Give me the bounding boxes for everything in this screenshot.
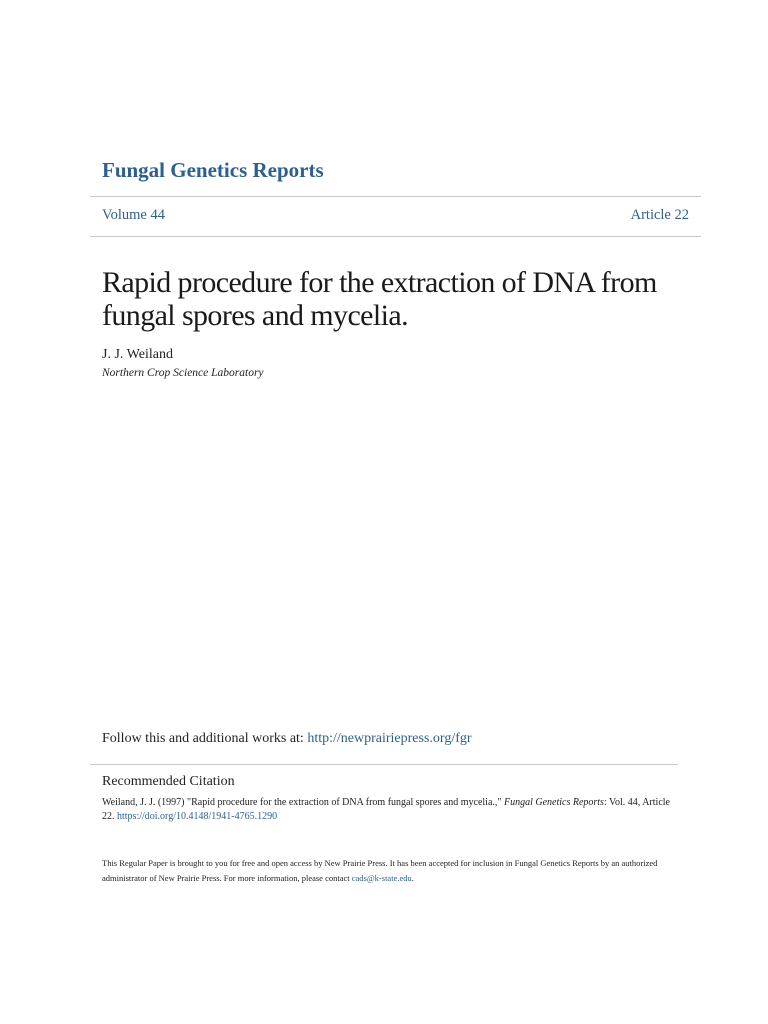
paper-title: Rapid procedure for the extraction of DNA from fungal spores and mycelia. — [102, 266, 657, 332]
header-divider-bottom — [90, 236, 701, 237]
citation-divider — [90, 764, 678, 765]
citation-heading: Recommended Citation — [102, 774, 235, 789]
access-notice-end: . — [411, 873, 414, 883]
author-affiliation: Northern Crop Science Laboratory — [102, 367, 264, 379]
follow-line — [102, 731, 472, 747]
access-notice — [102, 856, 682, 886]
article-link[interactable]: Article 22 — [630, 207, 689, 223]
contact-email-link[interactable]: cads@k-state.edu — [351, 873, 412, 883]
citation-text-before: Weiland, J. J. (1997) "Rapid procedure for the extraction of DNA from fungal spores and mycelia.," — [102, 797, 504, 808]
access-notice-text: This Regular Paper is brought to you for free and open access by New Prairie Press. It has been accepted for inclusion in Fungal Genetics Reports by an authorized administrator of New Prairie Press. For more information, please contact — [102, 858, 658, 883]
citation-text-after: : Vol. 44, Article 22. — [102, 797, 670, 822]
doi-link[interactable]: https://doi.org/10.4148/1941-4765.1290 — [117, 811, 278, 822]
author-name: J. J. Weiland — [102, 347, 173, 362]
journal-title-link[interactable]: Fungal Genetics Reports — [102, 158, 324, 182]
follow-text: Follow this and additional works at: — [102, 731, 308, 746]
citation-text — [102, 796, 672, 824]
header-divider-top — [90, 196, 701, 197]
citation-journal: Fungal Genetics Reports — [503, 797, 604, 808]
repository-link[interactable]: http://newprairiepress.org/fgr — [307, 731, 472, 746]
volume-link[interactable]: Volume 44 — [102, 207, 165, 223]
